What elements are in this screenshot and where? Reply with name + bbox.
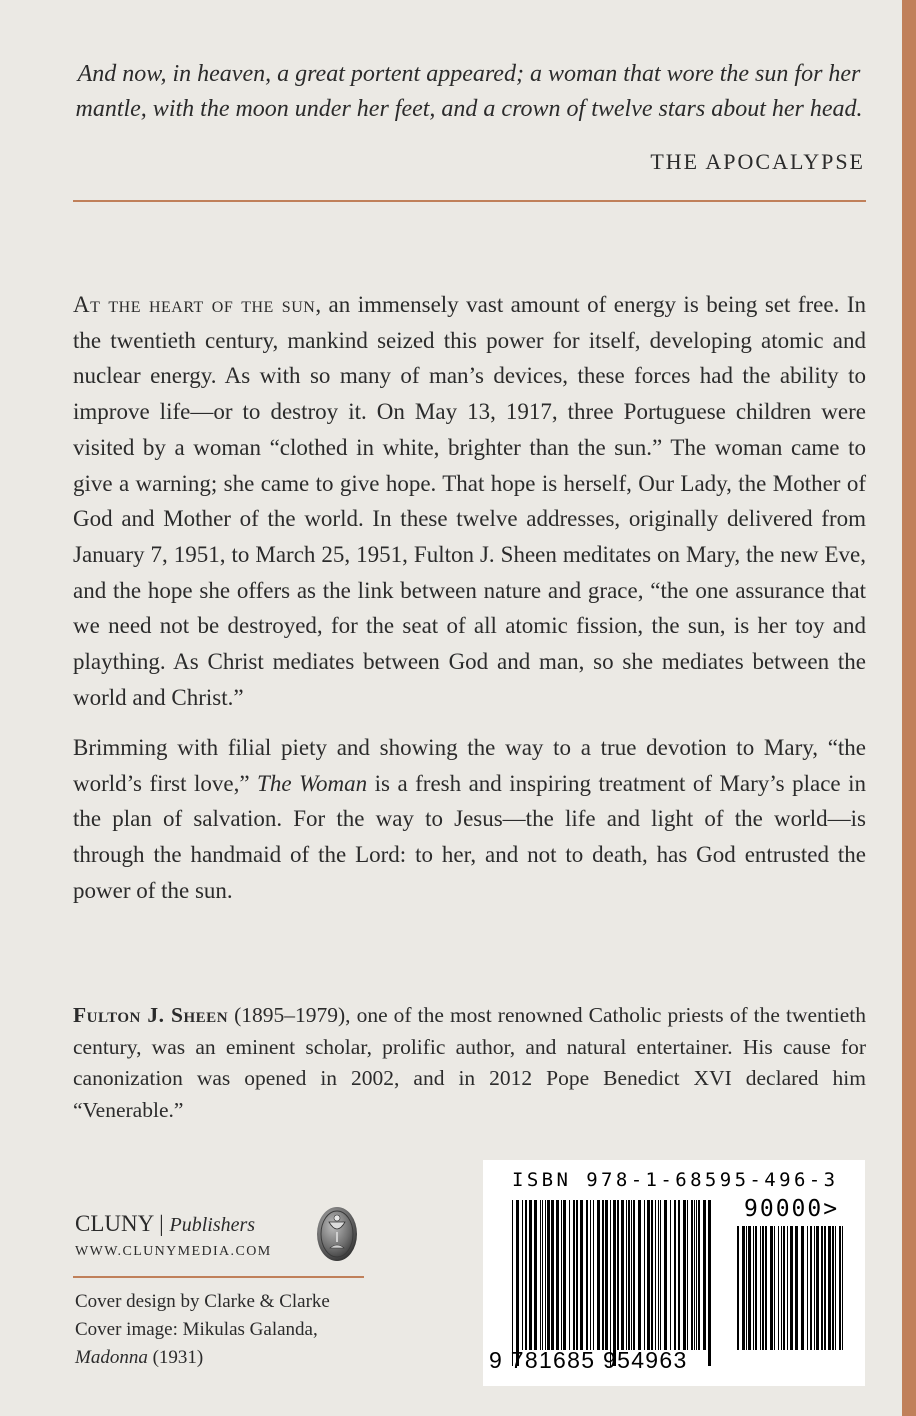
- addon-bar: [814, 1226, 815, 1350]
- divider-rule: [73, 200, 866, 202]
- barcode-bar: [512, 1200, 513, 1366]
- addon-bar: [753, 1226, 754, 1350]
- addon-bar: [821, 1226, 823, 1350]
- publisher-website: WWW.CLUNYMEDIA.COM: [75, 1244, 272, 1259]
- isbn-number: ISBN 978-1-68595-496-3: [512, 1169, 839, 1191]
- barcode-bar: [590, 1200, 591, 1350]
- addon-bar: [765, 1226, 767, 1350]
- addon-bar: [760, 1226, 761, 1350]
- cover-design-credit: Cover design by Clarke & Clarke: [75, 1291, 330, 1312]
- barcode-bar: [678, 1200, 680, 1350]
- barcode-bar: [542, 1200, 543, 1350]
- addon-bar: [783, 1226, 785, 1350]
- barcode-bar: [540, 1200, 541, 1350]
- chalice-medallion-logo: [316, 1206, 358, 1262]
- barcode-bar: [638, 1200, 641, 1350]
- barcode-bar: [698, 1200, 700, 1350]
- barcode-bar: [670, 1200, 671, 1350]
- barcode-bar: [593, 1200, 594, 1350]
- barcode-bar: [597, 1200, 600, 1350]
- addon-bar: [781, 1226, 782, 1350]
- addon-bar: [839, 1226, 841, 1350]
- barcode-bar: [545, 1200, 546, 1350]
- barcode-bar: [516, 1200, 519, 1366]
- barcode-bar: [605, 1200, 608, 1350]
- lead-in-text: At the heart of the sun: [73, 292, 316, 317]
- barcode-bar: [602, 1200, 604, 1350]
- barcode-bar: [556, 1200, 559, 1350]
- barcode-bar: [644, 1200, 645, 1350]
- description-paragraph-2: [73, 730, 866, 909]
- barcode-bar: [683, 1200, 686, 1350]
- artwork-year: (1931): [147, 1347, 204, 1368]
- barcode-bar: [547, 1200, 550, 1350]
- addon-bar: [737, 1226, 739, 1350]
- addon-bar: [832, 1226, 834, 1350]
- barcode-panel: [483, 1160, 865, 1386]
- addon-bar: [748, 1226, 751, 1350]
- barcode-bar: [633, 1200, 635, 1350]
- barcode-bar: [708, 1200, 711, 1366]
- price-code: 90000>: [744, 1196, 840, 1222]
- barcode-bar: [703, 1200, 706, 1350]
- barcode-bar: [534, 1200, 537, 1350]
- barcode-bar: [660, 1200, 661, 1350]
- addon-bar: [770, 1226, 773, 1350]
- barcode-bar: [610, 1200, 611, 1366]
- addon-bar: [787, 1226, 788, 1350]
- barcode-bar: [561, 1200, 562, 1350]
- addon-bar: [790, 1226, 793, 1350]
- addon-bar: [824, 1226, 826, 1350]
- spine-edge: [902, 0, 916, 1416]
- artwork-title: Madonna: [75, 1347, 148, 1368]
- barcode-bar: [525, 1200, 527, 1350]
- barcode-bar: [580, 1200, 583, 1350]
- description-paragraph-1: [73, 287, 866, 715]
- publisher-word: Publishers: [169, 1214, 256, 1236]
- publisher-name: CLUNY: [75, 1211, 154, 1236]
- addon-bar: [755, 1226, 757, 1350]
- publisher-name-line: [75, 1211, 255, 1237]
- barcode-bar: [563, 1200, 566, 1350]
- addon-bar: [835, 1226, 836, 1350]
- description-p1-text: , an immensely vast amount of energy is being set free. In the twentieth century, mankind seized this power for itself, developing atomic and nuclear energy. As with so many of man’s devices, these forces had the ability to improve life—or to destroy it. On May 13, 1917, three Portuguese children were visited by a woman “clothed in white, brighter than the sun.” The woman came to give a warning; she came to give hope. That hope is herself, Our Lady, the Mother of God and Mother of the world. In these twelve addresses, originally delivered from January 7, 1951, to March 25, 1951, Fulton J. Sheen meditates on Mary, the new Eve, and the hope she offers as the link between nature and grace, “the one assurance that we need not be destroyed, for the seat of all atomic fission, the sun, is her toy and plaything. As Christ mediates between God and man, so she mediates between the world and Christ.”: [73, 292, 866, 710]
- barcode-bar: [691, 1200, 693, 1350]
- cover-image-credit: Cover image: Mikulas Galanda,: [75, 1319, 318, 1340]
- barcode-bar: [522, 1200, 523, 1350]
- addon-bar: [746, 1226, 747, 1350]
- epigraph-attribution: THE APOCALYPSE: [650, 149, 865, 174]
- barcode-bar: [674, 1200, 676, 1350]
- barcode-bar: [694, 1200, 695, 1350]
- cover-image-title-line: [75, 1344, 330, 1372]
- addon-bar: [774, 1226, 775, 1350]
- addon-bar: [807, 1226, 808, 1350]
- barcode-bar: [658, 1200, 659, 1350]
- addon-bar: [795, 1226, 798, 1350]
- barcode-bar: [687, 1200, 688, 1350]
- barcode-bar: [573, 1200, 575, 1350]
- barcode-bar: [617, 1200, 619, 1350]
- addon-bar: [762, 1226, 764, 1350]
- barcode-bar: [529, 1200, 532, 1350]
- addon-bar: [828, 1226, 831, 1350]
- barcode-bar: [664, 1200, 667, 1350]
- barcode-bar: [631, 1200, 632, 1350]
- barcode-bar: [586, 1200, 588, 1350]
- book-title: The Woman: [257, 770, 368, 796]
- description-p2-end: is a fresh and inspiring treatment of Mary’s place in the plan of salvation. For the way to Jesus—the life and light of the world—is through the handmaid of the Lord: to her, and not to death, has God entrusted the power of the sun.: [73, 770, 866, 903]
- barcode-bar: [696, 1200, 697, 1350]
- addon-bar: [742, 1226, 745, 1350]
- addon-bar: [778, 1226, 779, 1350]
- author-bio: [73, 1000, 866, 1126]
- description-p2-start: Brimming with filial piety and showing the way to a true devotion to Mary, “the world’s first love,”: [73, 735, 866, 796]
- cover-credits: [75, 1288, 330, 1372]
- barcode-bar: [651, 1200, 653, 1350]
- barcode-bar: [621, 1200, 624, 1350]
- barcode-bar: [628, 1200, 630, 1350]
- barcode-bar: [569, 1200, 570, 1350]
- barcode-bar: [647, 1200, 650, 1350]
- barcode-bar: [551, 1200, 554, 1350]
- addon-bar: [801, 1226, 804, 1350]
- author-bio-text: (1895–1979), one of the most renowned Catholic priests of the twentieth century, was an eminent scholar, prolific author, and natural entertainer. His cause for canonization was opened in 2002, and in 2012 Pope Benedict XVI declared him “Venerable.”: [73, 1003, 866, 1122]
- credits-rule: [73, 1276, 364, 1278]
- barcode-bar: [626, 1200, 627, 1350]
- epigraph-quote: And now, in heaven, a great portent appeared; a woman that wore the sun for her mantle, with the moon under her feet, and a crown of twelve stars about her head.: [75, 61, 863, 122]
- addon-bar: [842, 1226, 843, 1350]
- author-name: Fulton J. Sheen: [73, 1003, 229, 1027]
- addon-bar: [810, 1226, 812, 1350]
- publisher-separator: |: [159, 1211, 164, 1236]
- barcode-bar: [613, 1200, 616, 1366]
- ean-digits: 9 781685 954963: [489, 1347, 688, 1373]
- addon-bar: [816, 1226, 819, 1350]
- barcode-bar: [576, 1200, 578, 1350]
- barcode-bar: [655, 1200, 656, 1350]
